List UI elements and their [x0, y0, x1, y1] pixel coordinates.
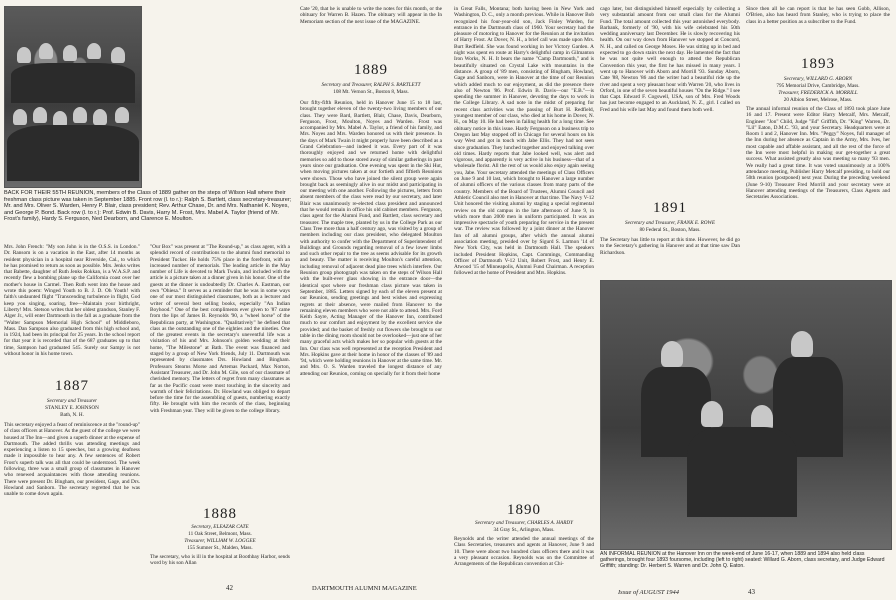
class-1888-address-1: 11 Oak Street, Belmont, Mass.	[188, 531, 252, 537]
class-1893-treasurer: Treasurer, FREDERICK A. MORRILL	[778, 90, 858, 96]
class-1889-secretary: Secretary and Treasurer, RALPH S. BARTLETT	[321, 82, 421, 88]
photo-caption: BACK FOR THEIR 55TH REUNION, members of the Class of 1889 gather on the steps of Wilson Hall where their freshman class picture was taken in September 1885. Front row (l. to r.): Ralph S. Bartlett, class secretary-treasurer; Mr. and Mrs. Oliver S. Warden, Henry P. Blair, class president; Rev. Arthur Chase, Dr. and Mrs. Nathaniel K. Noyes, and George P. Bond. Back row (l. to r.): Prof. Edwin B. Davis, Harry M. Frost, Mrs. Mabel A. Taylor (friend of Mr. Frost's family), Hardy S. Ferguson, Ned Dearborn, and Clarence E. Moulton.	[4, 190, 292, 223]
class-year-1893: 1893	[801, 56, 835, 72]
class-1887-secretary-name: STANLEY E. JOHNSON	[45, 405, 99, 411]
column-2-text: cago later, but distinguished himself especially by collecting a very substantial amount from our small class for the Alumni Fund. The total amount collected this year astonished everybody. Barbank, formerly of '90, with his wife celebrated his 50th wedding anniversary last December. He is slowly recovering his health. On our way down from Hanover we stopped at Concord, N. H., and called on George Moses. He was sitting up in bed and expected to go down stairs the next day. He lamented the fact that he was not quite well enough to attend the Republican Convention this year, the first he has missed in many years. I went up to Hanover with Aborn and Morrill '93. Sunday Aborn, Cate '88, Newton '86 and the writer had a beautiful ride up the river and spent a very pleasant hour with Warren '20, who lives in Orford, in one of the seven beautiful houses "On the Ridge." I see that Capt. Edward F. Cogswell, USA, son of Mrs. Fred Woods has just become engaged to an Auckland, N. Z., girl. I called on Fred and his wife last May and found them both well.	[600, 6, 740, 113]
class-1893-address-1: 795 Memorial Drive, Cambridge, Mass.	[776, 83, 860, 89]
class-year-1891: 1891	[653, 200, 687, 216]
class-1891-address: 80 Federal St., Boston, Mass.	[639, 227, 701, 233]
class-1887-secretary-title: Secretary and Treasurer	[46, 398, 98, 404]
class-1889-reunion-photo	[4, 6, 142, 188]
column-2b-text: The Secretary has little to report at this time. However, he did go to the Secretary's gathering in Hanover and at that time saw Dan Richardson.	[600, 237, 740, 256]
class-1889-address: 108 Mt. Vernon St., Boston 8, Mass.	[333, 89, 409, 95]
column-2b-text: The secretary, who is ill in the hospital at Boothbay Harbor, sends word by his son Allan	[150, 554, 290, 567]
page-number-left: 42	[226, 584, 233, 592]
class-1893-secretary: Secretary, WILLARD G. ABORN	[783, 76, 853, 82]
class-1888-secretary: Secretary, ELEAZAR CATE	[191, 524, 249, 530]
issue-date: Issue of AUGUST 1944	[618, 589, 679, 596]
column-1-text: in Great Falls, Montana; both having been in New York and Washington, D. C., only a month previous. While in Hanover Bob recognized his four-year-old son, Jack Finley Warden, for entrance in the Dartmouth class of 1960. Your secretary had the pleasure of motoring to Hanover for the Reunion at the invitation of Harry Frost. At Dover, N. H., a brief call was made upon Mrs. Burt Redfield. She was found working in her Victory Garden. A night was spent en route at Harry's delightful camp in Gilmanton Iron Works, N. H. It bears the name "Camp Dartmouth," and is beautifully situated on Crystal Lake with mountains in the distance. A group of '89 men, consisting of Bingham, Howland, Gage and Sanborn, were in Hanover at the time of our Reunion which added much to our enjoyment, as did the presence there also of Newton '86. Prof. Edwin B. Davis—our "E.B."—is spending the summer in Hanover, devoting the days to work in the College Library. A sad note in the midst of preparing for recent class activities was the passing of Burt H. Redfield, youngest member of our class, who died at his home in Dover, N. H., on May 10. He had been in failing health for a long time. See obituary notice in this issue. Hardy Ferguson on a business trip to Oregon last May stopped off in Chicago for several hours on his way West and got in touch with Jabe Ellis. They had not seen since graduation. They lunched together and enjoyed talking over old times. Hardy reports that Jabe looked well, was alert and vigorous, and apparently is very active in his business—that of a wholesale florist. All the rest of us would also enjoy again seeing you, Jabe. Your secretary attended the meetings of Class Officers on June 9 and 10 last, which brought to Hanover a large number of alumni officers of the various classes from many parts of the country. Members of the Board of Trustees, Alumni Council and Athletic Council also met in Hanover at that time. The Navy V-12 Unit honored the visiting alumni by staging a special regimental review on the old campus in the late afternoon of June 9, in which more than 2000 men in uniform participated. It was an impressive spectacle of youth preparing for service in the present war. The review was followed by a joint dinner at the Hanover Inn of all alumni groups, after which the annual alumni association meeting, presided over by Sigurd S. Larmon '14 of New York City, was held in Dartmouth Hall. The speakers included President Hopkins, Capt. Commings, Commanding Officer of Dartmouth V-12 Unit, Robert Frost, and Henry E. Atwood '15 of Minneapolis, Alumni Fund Chairman. A reception followed at the home of President and Mrs. Hopkins.	[454, 6, 594, 277]
class-1887-address: Bath, N. H.	[60, 412, 84, 418]
class-1893-address-2: 20 Albion Street, Melrose, Mass.	[783, 97, 853, 103]
page-number-right: 43	[748, 588, 755, 596]
class-year-1890: 1890	[507, 502, 541, 518]
class-year-1888: 1888	[203, 506, 237, 522]
column-3-text: Our fifty-fifth Reunion, held in Hanover June 15 to 18 last, brought together eleven of the twenty-two living members of our class. They were Bard, Bartlett, Blair, Chase, Davis, Dearborn, Ferguson, Frost, Moulton, Noyes and Warden. Frost was accompanied by Mrs. Mabel A. Taylor, a friend of his family, and Mrs. Noyes and Mrs. Warden honored us with their presence. In the days of Mark Twain it might properly have been described as a Grand Celebration—and indeed it was. Every part of it was thoroughly enjoyed and we returned home with delightful memories so add to those stored away of similar gatherings in past years since our graduation. One evening was spent in the Ski Hut, when moving pictures taken at our fortieth and fiftieth Reunions were shown. Those who have joined the silent group were again brought back as seemingly alive in our midst and participating in our meeting with one another. Following the pictures, letters from absent members of the class were read by our secretary, and later Blair was unanimously re-elected class president and announced that he would remain in office his old cabinet members. Ferguson, class agent for the Alumni Fund, and Bartlett, class secretary and treasurer. The maple tree, planted by us in the College Park as our Class Tree more than a half century ago, was visited by a group of members including our class president, who delegated Moulton with authority to confer with the Department of Superintendent of Buildings and Grounds regarding removal of a few lower limbs and such other repair to the tree as seems advisable for its growth and beauty. The matter is receiving Moulton's careful attention, including removal of adjacent dead pine trees which interfere. Our Reunion group photograph was taken on the steps of Wilson Hall with the built-ever glass showing in the entrance door—the identical spot where our freshman class picture was taken in September, 1885. Letters signed by each of the eleven present at our Reunion, sending greetings and best wishes and expressing regrets at their absence, were mailed from Hanover to the remaining eleven members who were not able to attend. Mrs. Ford Keith Sayre, Acting Manager of the Hanover Inn, contributed much to our comfort and enjoyment by the excellent service she provided; and the basket of freshly cut flowers she brought to our table in the dining room should not be overlooked—just one of her many graceful acts which makes her so popular with guests at the Inn. Our class was well represented at the reception President and Mrs. Hopkins gave at their home in honor of the classes of '89 and '94, which were holding reunions in Hanover at the same time. Mr. and Mrs. O. S. Warden traveled the longest distance of any attending our Reunion, coming on specially for it from their home	[300, 100, 442, 377]
column-3-text: Since then all he can report is that he has seen Gobb, Allison, O'Brien, also has heard from Stanley, who is trying to place the class in a better position as a subscriber to the Fund.	[746, 6, 890, 25]
class-1890-secretary: Secretary and Treasurer, CHARLES A. HARDY	[474, 520, 574, 526]
column-3b-text: The annual informal reunion of the Class of 1893 took place June 16 and 17. Present were Editor Harry Metcalf, Mrs. Metcalf, Engineer "Jon" Child, Judge "Ed" Griffith, Dr. "King" Warren, Dr. "Lil" Eaton, D.M.C. '93, and your Secretary. Headquarters were at Room 1 and 2, Hanover Inn. Mrs. "Peggy" Noyes, full manager of the Inn during her absence as Captain in the Army, Mrs. Ives, her most capable and affable assistant, and all the rest of the force of the Inn were most helpful in making our get-together a great success. What assisted greatly also was meeting so many '93 men. We really had a great time. It was voted unanimously at a 100% attendance meeting, Publisher Harry Metcalf presiding, to hold our 50th reunion (postponed) next year. During the preceding weekend (June 9-10) Treasurer Fred Morrill and your secretary were at Hanover attending meetings of the Treasurers, Class Agents and Secretaries Associations.	[746, 106, 890, 201]
column-2-text: "Our Box" was present at "The Round-up," as class agent, with a splendid record of contributions to the alumni fund memorial to President Tucker. He holds 75% place in the forefront, with an increased number of memorials. The leading article in the May number of Life is devoted to Mark Twain, and included with the article is a picture taken at a dinner given in his honor. One of the guests at the dinner is undoubtedly Dr. Charles A. Eastman, our own "Ohiesa." It serves as a reminder that he was in some ways one of our most distinguished classmates, both as a lecturer and writer of several best selling books, especially "An Indian Boyhood." One of the best compliments ever given to '87 came from the lips of James B. Reynolds '90, a "wheel horse" of the Republican party, at Washington. "Qualitatively" he defined that class as the outstanding one of the eighties and the nineties. One of the greatest events in the secretary's uneventful life was a visitation of his and Mrs. Johnson's golden wedding at their home, "The Milestone" at Bath. The event was financed and staged by a group of New York friends, July 11. Dartmouth was represented by classmates Drs. Howland and Bingham. Professors Stearns Morse and Artemas Packard, Max Norton, Assistant Treasurer, and Dr. John M. Gile, son of our classmate of cherished memory. The letters of regret from many classmates as far as the Pacific coast were most touching in the sincerity and warmth of their felicitations. Dr. Howland was obliged to depart before the time for the assembling of guests, numbering exactly fifty. He brought with him the records of the class, beginning with Freshman year. They will be given to the college library.	[150, 244, 290, 414]
class-1890-address: 34 Gray St., Arlington, Mass.	[493, 527, 555, 533]
column-1-text: Mrs. John French: "My son John is in the O.S.S. in London." Dr. Ransom is on a vacation in the East, after 14 months as resident physician in a hospital near Riverside, Cal., to which he has promised to return as soon as possible. Mrs. Jenks writes that Babette, daughter of Ruth Jenks Rokkan, is a W.A.S.P. and recently flew a bombing plane up the California coast over her mother's house in Carmel. Then Ruth went into the house and wrote this poem: Winged Youth to B. J. D. Oh Youth! with faith's undaunted flight "Transcending turbulence in flight, God keep you singing, soaring, free—Maintain your birthright, Liberty! Mrs. Stetson writes that her oldest grandson, Stanley F. Alger Jr., will enter Dartmouth in the fall as a graduate from the "Walter Sampson Memorial High School" of Middleboro, Mass. Dan Sampson also graduated from this high school and, in 1924, had been its principal for 25 years. In the school report for that year it is recorded that of the 687 graduates up to that time, Sampson had graduated 545. Surely our Sampy is not without honor in his home town.	[4, 244, 140, 358]
magazine-title: DARTMOUTH ALUMNI MAGAZINE	[312, 585, 417, 592]
column-1b-text: This secretary enjoyed a feast of reminiscence at the "round-up" of class officers at Hanover. As the guest of the college we were housed at The Inn—and given a superb dinner at the expense of Dartmouth. The added thrills was attending meetings and experiencing a listen to 15 speeches, but a growing deafness made it impossible to hear any. A few sentences of Robert Frost's superb talk was all that could be understood. The week following, three was a small group of classmates in Hanover who renewed acquaintances with those attending reunions. There were present Dr. Bingham, our president, Gage, and Drs. Howland and Sanborn. The secretary regretted that he was unable to come down again.	[4, 422, 140, 498]
column-1b-text: Reynolds and the writer attended the annual meetings of the Class Secretaries, treasurers and agents at Hanover, June 9 and 10. There were about two hundred class officers there and it was a very pleasant occasion. Reynolds was on the Committee of Arrangements of the Republican convention at Chi-	[454, 536, 594, 568]
class-1888-address-2: 155 Sumner St., Malden, Mass.	[187, 545, 253, 551]
class-1888-treasurer: Treasurer, WILLIAM W. LOGGEE	[184, 538, 256, 544]
photo-caption-1893: AN INFORMAL REUNION at the Hanover Inn on the week-end of June 16-17, when 1889 and 1894 also held class gatherings, brought four 1893 foursome, including (left to right) seated: Willard G. Aborn, class secretary, and Judge Edward Griffith; standing: Dr. Herbert S. Warren and Dr. John Q. Eaton.	[600, 551, 885, 569]
column-3a-text: Cate '20, that he is unable to write the notes for this month, or the obituary for Warren B. Hazen. The obituary will appear in the In Memoriam section of the next issue of the MAGAZINE.	[300, 6, 442, 25]
class-1891-secretary: Secretary and Treasurer, FRANK E. ROWE	[624, 220, 716, 226]
class-year-1889: 1889	[354, 62, 388, 78]
class-1893-informal-reunion-photo	[600, 280, 892, 550]
right-page	[448, 0, 896, 600]
class-year-1887: 1887	[55, 378, 89, 394]
